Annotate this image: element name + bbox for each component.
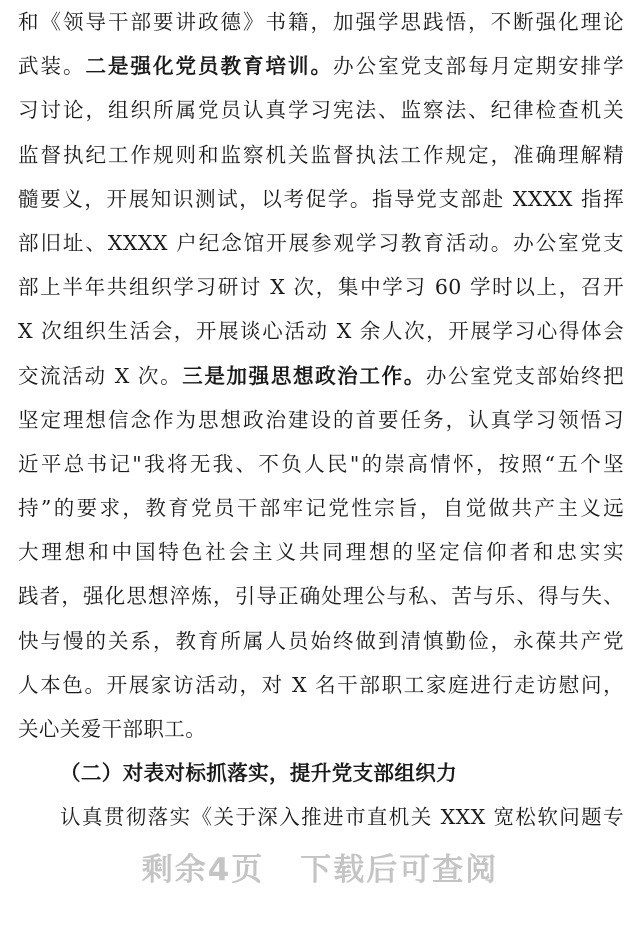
text-line: 近平总书记"我将无我、不负人民"的崇高情怀，按照“五个坚 bbox=[18, 451, 624, 476]
text-line: X 次组织生活会，开展谈心活动 X 余人次，开展学习心得体会 bbox=[18, 319, 624, 344]
download-prompt[interactable] bbox=[0, 842, 640, 898]
text-line: 大理想和中国特色社会主义共同理想的坚定信仰者和忠实实 bbox=[18, 540, 624, 565]
text-line: 人本色。开展家访活动，对 X 名干部职工家庭进行走访慰问， bbox=[18, 672, 624, 697]
text-line: 习讨论，组织所属党员认真学习宪法、监察法、纪律检查机关 bbox=[18, 98, 624, 123]
text-line: 和《领导干部要讲政德》书籍，加强学思践悟，不断强化理论 bbox=[18, 10, 624, 34]
paragraph-start: 认真贯彻落实《关于深入推进市直机关 XXX 宽松软问题专 bbox=[60, 805, 624, 830]
remaining-pages-label: 剩余4页 bbox=[141, 852, 265, 888]
text-line: 交流活动 X 次。三是加强思想政治工作。办公室党支部始终把 bbox=[18, 363, 624, 388]
download-to-view-label: 下载后可查阅 bbox=[300, 852, 499, 888]
text-line: 坚定理想信念作为思想政治建设的首要任务，认真学习领悟习 bbox=[18, 407, 624, 432]
text-line: 髓要义，开展知识测试，以考促学。指导党支部赴 XXXX 指挥 bbox=[18, 186, 624, 211]
text-line: 关心关爱干部职工。 bbox=[18, 717, 207, 741]
text-line: 部上半年共组织学习研讨 X 次，集中学习 60 学时以上，召开 bbox=[18, 275, 624, 300]
document-body bbox=[18, 0, 624, 840]
text-line: 监督执纪工作规则和监察机关监督执法工作规定，准确理解精 bbox=[18, 142, 624, 167]
bold-subheading: 三是加强思想政治工作。 bbox=[182, 363, 426, 388]
text-line: 快与慢的关系，教育所属人员始终做到清慎勤俭，永葆共产党 bbox=[18, 628, 624, 653]
text-line: 部旧址、XXXX 户纪念馆开展参观学习教育活动。办公室党支 bbox=[18, 230, 624, 255]
text-line: 持”的要求，教育党员干部牢记党性宗旨，自觉做共产主义远 bbox=[18, 496, 624, 521]
bold-subheading: 二是强化党员教育培训。 bbox=[85, 54, 334, 79]
section-heading: （二）对表对标抓落实，提升党支部组织力 bbox=[60, 761, 458, 786]
text-line: 践者，强化思想淬炼，引导正确处理公与私、苦与乐、得与失、 bbox=[18, 584, 624, 609]
text-line: 武装。二是强化党员教育培训。办公室党支部每月定期安排学 bbox=[18, 54, 624, 79]
